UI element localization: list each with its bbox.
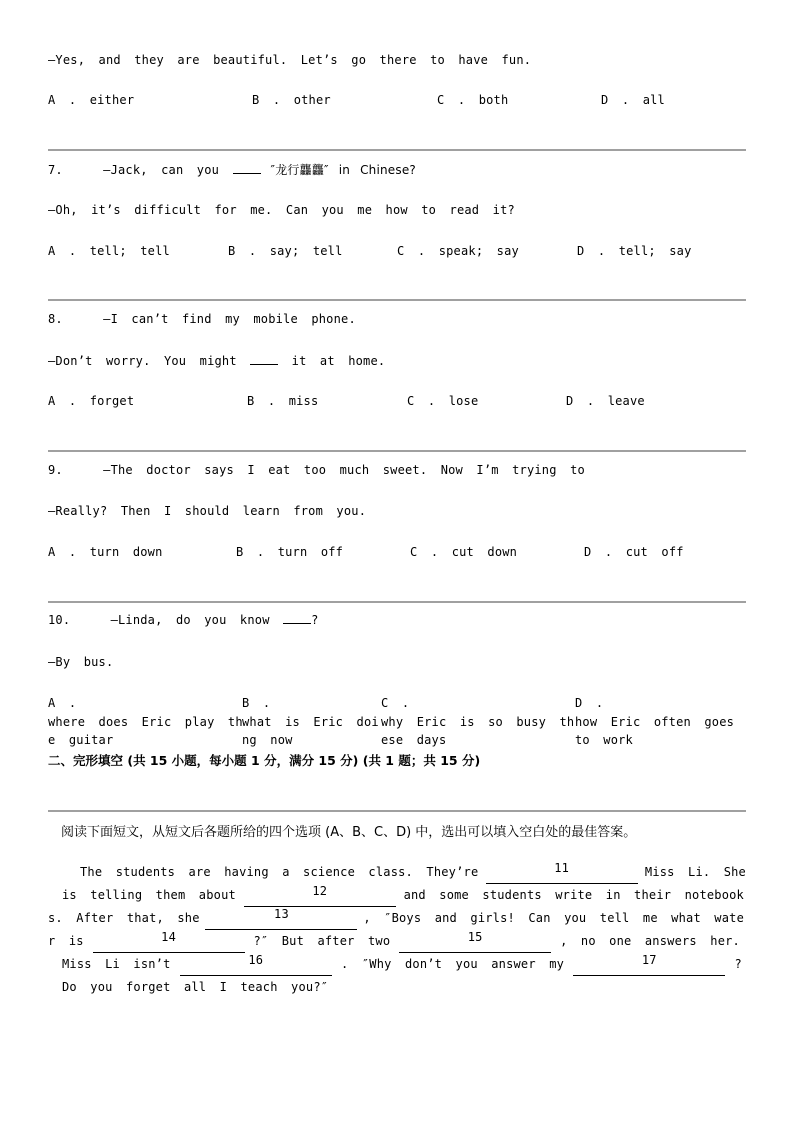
q8-option-c[interactable]: C . lose <box>407 394 479 408</box>
passage-line: The students are having a science class. They’re 11 Miss Li. She <box>48 861 748 884</box>
divider <box>48 149 746 151</box>
q10-prompt: 10. —Linda, do you know ? <box>48 613 319 627</box>
q8-option-b[interactable]: B . miss <box>247 394 319 408</box>
blank-14[interactable]: 14 <box>93 930 245 953</box>
q9-number: 9. <box>48 463 63 477</box>
q9-reply: —Really? Then I should learn from you. <box>48 504 367 518</box>
q10-reply: —By bus. <box>48 655 114 669</box>
passage-line: Miss Li isn’t 16 . ″Why don’t you answer my 17 ? <box>48 953 748 976</box>
divider <box>48 299 746 301</box>
q8-prompt: 8. —I can’t find my mobile phone. <box>48 312 356 326</box>
blank-12[interactable]: 12 <box>244 884 396 907</box>
q8-blank <box>250 354 278 365</box>
q7-option-a[interactable]: A . tell; tell <box>48 244 170 258</box>
q7-blank <box>233 163 261 174</box>
q8-reply: —Don’t worry. You might it at home. <box>48 354 386 368</box>
q6-option-c[interactable]: C . both <box>437 93 509 107</box>
q6-option-b[interactable]: B . other <box>252 93 331 107</box>
q7-option-c[interactable]: C . speak; say <box>397 244 519 258</box>
passage-line: is telling them about 12 and some students write in their notebook <box>48 884 748 907</box>
q6-option-d[interactable]: D . all <box>601 93 665 107</box>
q6-answer-line: —Yes, and they are beautiful. Let’s go there to have fun. <box>48 53 532 67</box>
blank-13[interactable]: 13 <box>205 907 357 930</box>
q8-option-d[interactable]: D . leave <box>566 394 645 408</box>
passage-line: Do you forget all I teach you?″ <box>62 980 329 994</box>
blank-11[interactable]: 11 <box>486 861 638 884</box>
q8-number: 8. <box>48 312 63 326</box>
q7-reply: —Oh, it’s difficult for me. Can you me how to read it? <box>48 203 515 217</box>
q10-option-b[interactable]: B . what is Eric doi ng now <box>242 696 379 747</box>
q7-option-d[interactable]: D . tell; say <box>577 244 692 258</box>
q9-option-c[interactable]: C . cut down <box>410 545 518 559</box>
divider <box>48 810 746 812</box>
q10-option-c[interactable]: C . why Eric is so busy th ese days <box>381 696 575 747</box>
q7-number: 7. <box>48 163 63 177</box>
q10-option-a[interactable]: A . where does Eric play th e guitar <box>48 696 243 747</box>
blank-15[interactable]: 15 <box>399 930 551 953</box>
q10-blank <box>283 613 311 624</box>
cloze-passage <box>48 861 748 999</box>
blank-17[interactable]: 17 <box>573 953 725 976</box>
q9-prompt: 9. —The doctor says I eat too much sweet. Now I’m trying to <box>48 463 585 477</box>
divider <box>48 450 746 452</box>
section-heading: 二、完形填空 (共 15 小题，每小题 1 分，满分 15 分) (共 1 题；共 15 分) <box>48 753 481 768</box>
q9-option-a[interactable]: A . turn down <box>48 545 163 559</box>
q9-option-b[interactable]: B . turn off <box>236 545 344 559</box>
q9-option-d[interactable]: D . cut off <box>584 545 684 559</box>
q6-option-a[interactable]: A . either <box>48 93 135 107</box>
passage-line: s. After that, she 13 , ″Boys and girls! Can you tell me what wate <box>48 907 748 930</box>
q8-option-a[interactable]: A . forget <box>48 394 135 408</box>
q7-prompt: 7. —Jack, can you ″龙行龘龘″ in Chinese? <box>48 163 416 177</box>
passage-line: r is 14 ?″ But after two 15 , no one answers her. <box>48 930 748 953</box>
section-instructions: 阅读下面短文，从短文后各题所给的四个选项 (A、B、C、D) 中，选出可以填入空白处的最佳答案。 <box>61 825 637 840</box>
q10-option-d[interactable]: D . how Eric often goes to work <box>575 696 735 747</box>
blank-16[interactable]: 16 <box>180 953 332 976</box>
divider <box>48 601 746 603</box>
q7-option-b[interactable]: B . say; tell <box>228 244 343 258</box>
q10-number: 10. <box>48 613 71 627</box>
